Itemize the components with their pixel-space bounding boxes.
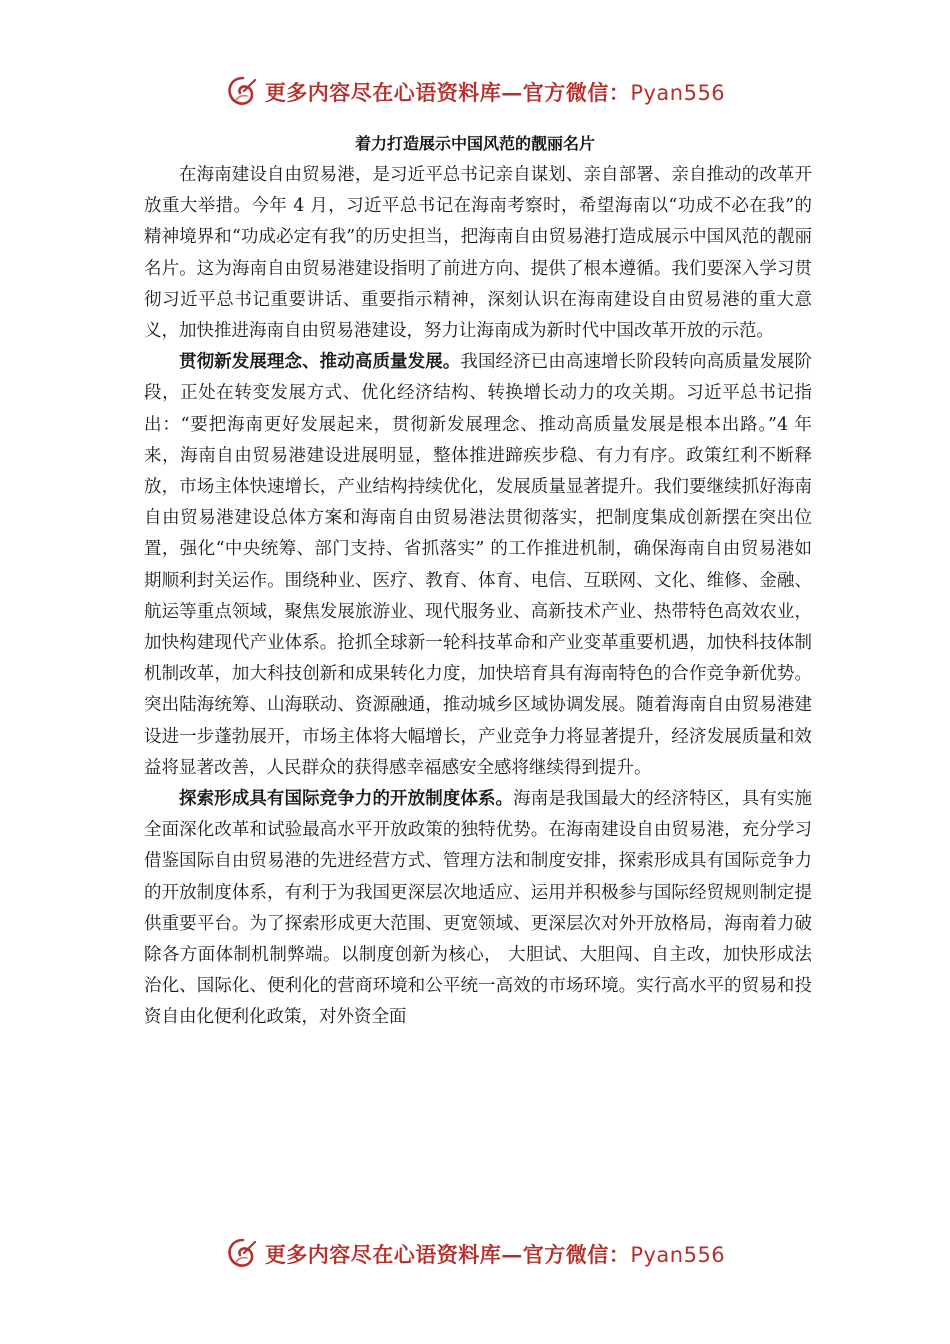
pen-flourish-logo-icon	[225, 1236, 261, 1272]
pen-flourish-logo-icon	[225, 74, 261, 110]
paragraph-lead: 贯彻新发展理念、推动高质量发展。	[179, 352, 461, 373]
paragraph-text: 在海南建设自由贸易港，是习近平总书记亲自谋划、亲自部署、亲自推动的改革开放重大举措。今年 4 月，习近平总书记在海南考察时，希望海南以“功成不必在我”的精神境界和“功成必定有我”的历史担当，把海南自由贸易港打造成展示中国风范的靓丽名片。这为海南自由贸易港建设指明了前进方向、提供了根本遵循。我们要深入学习贯彻习近平总书记重要讲话、重要指示精神，深刻认识在海南建设自由贸易港的重大意义，加快推进海南自由贸易港建设，努力让海南成为新时代中国改革开放的示范。	[144, 165, 812, 342]
paragraph-text: 我国经济已由高速增长阶段转向高质量发展阶段，正处在转变发展方式、优化经济结构、转换增长动力的攻关期。习近平总书记指出：“要把海南更好发展起来，贯彻新发展理念、推动高质量发展是根本出路。”4 年来，海南自由贸易港建设进展明显，整体推进蹄疾步稳、有力有序。政策红利不断释放，市场主体快速增长，产业结构持续优化，发展质量显著提升。我们要继续抓好海南自由贸易港建设总体方案和海南自由贸易港法贯彻落实，把制度集成创新摆在突出位置，强化“中央统筹、部门支持、省抓落实” 的工作推进机制，确保海南自由贸易港如期顺利封关运作。围绕种业、医疗、教育、体育、电信、互联网、文化、维修、金融、航运等重点领域，聚焦发展旅游业、现代服务业、高新技术产业、热带特色高效农业，加快构建现代产业体系。抢抓全球新一轮科技革命和产业变革重要机遇，加快科技体制机制改革，加大科技创新和成果转化力度，加快培育具有海南特色的合作竞争新优势。突出陆海统筹、山海联动、资源融通，推动城乡区域协调发展。随着海南自由贸易港建设进一步蓬勃展开，市场主体将大幅增长，产业竞争力将显著提升，经济发展质量和效益将显著改善，人民群众的获得感幸福感安全感将继续得到提升。	[144, 352, 813, 778]
banner-label: 更多内容尽在心语资料库—官方微信：	[264, 1242, 631, 1267]
document-body	[144, 160, 812, 1034]
banner-text	[265, 1239, 725, 1269]
paragraph-open-system	[144, 784, 812, 1034]
banner-text	[265, 77, 725, 107]
document-title: 着力打造展示中国风范的靓丽名片	[354, 134, 595, 153]
paragraph-intro	[144, 160, 812, 347]
bottom-banner	[0, 1232, 950, 1276]
paragraph-lead: 探索形成具有国际竞争力的开放制度体系。	[179, 789, 514, 810]
top-banner	[0, 70, 950, 114]
paragraph-high-quality-development	[144, 347, 812, 784]
wechat-id: Pyan556	[630, 81, 726, 105]
paragraph-text: 海南是我国最大的经济特区，具有实施全面深化改革和试验最高水平开放政策的独特优势。在海南建设自由贸易港，充分学习借鉴国际自由贸易港的先进经营方式、管理方法和制度安排，探索形成具有国际竞争力的开放制度体系，有利于为我国更深层次地适应、运用并积极参与国际经贸规则制定提供重要平台。为了探索形成更大范围、更宽领域、更深层次对外开放格局，海南着力破除各方面体制机制弊端。以制度创新为核心， 大胆试、大胆闯、自主改，加快形成法治化、国际化、便利化的营商环境和公平统一高效的市场环境。实行高水平的贸易和投资自由化便利化政策，对外资全面	[144, 789, 813, 1028]
wechat-id: Pyan556	[630, 1243, 726, 1267]
banner-label: 更多内容尽在心语资料库—官方微信：	[264, 80, 631, 105]
